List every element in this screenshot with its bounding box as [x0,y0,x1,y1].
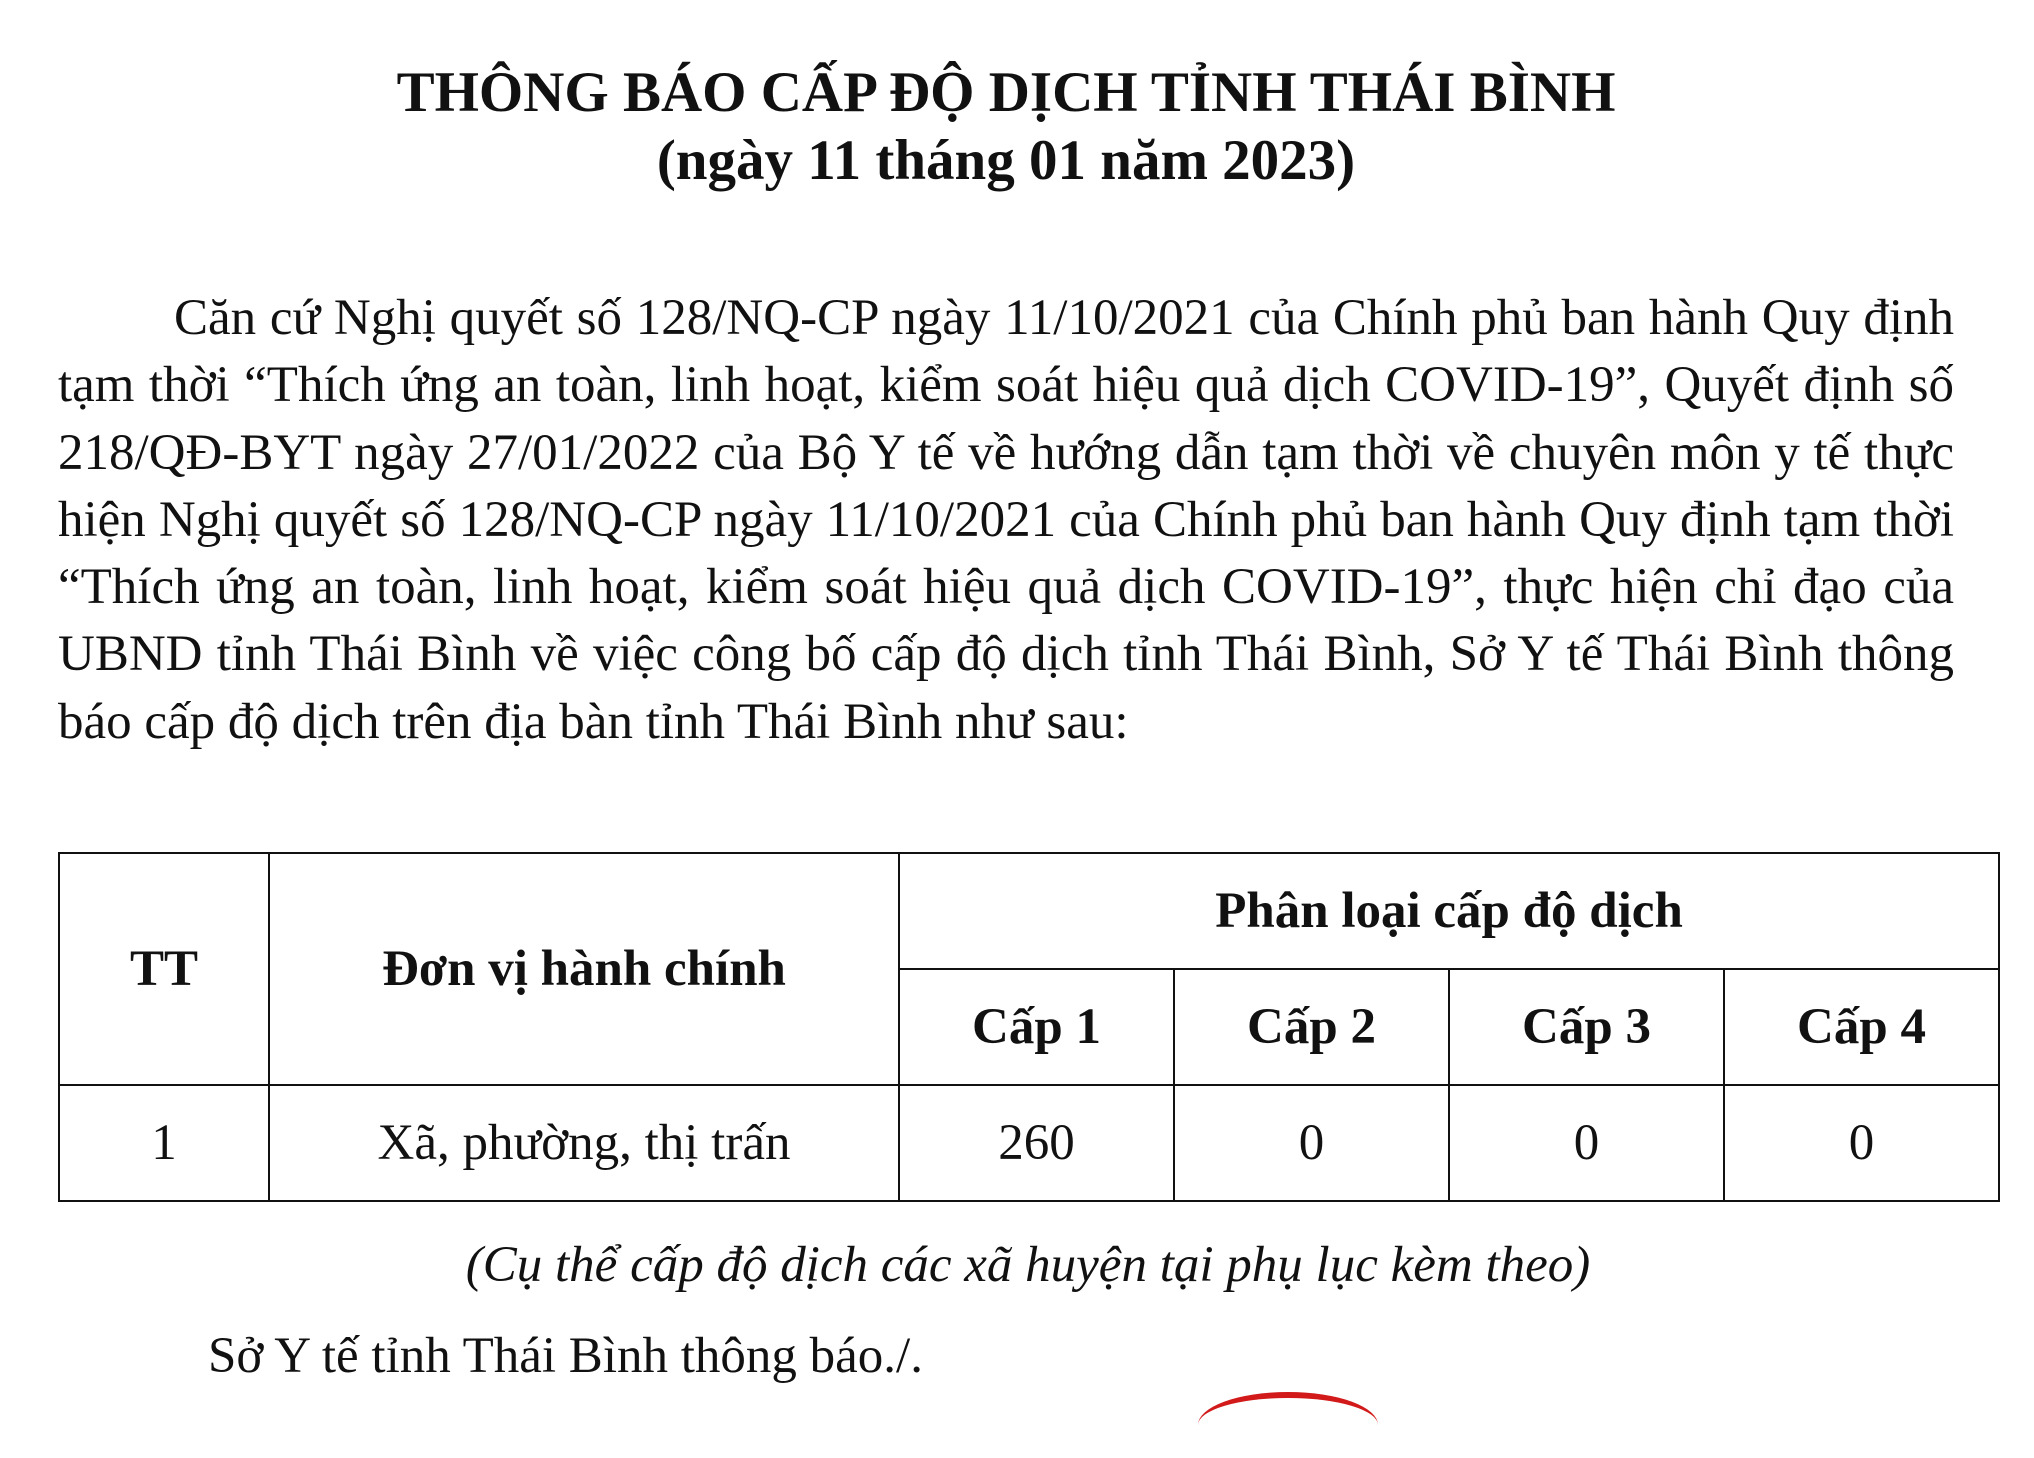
body-paragraph: Căn cứ Nghị quyết số 128/NQ-CP ngày 11/10/2021 của Chính phủ ban hành Quy định tạm thời “Thích ứng an toàn, linh hoạt, kiểm soát hiệu quả dịch COVID-19”, Quyết định số 218/QĐ-BYT ngày 27/01/2022 của Bộ Y tế về hướng dẫn tạm thời về chuyên môn y tế thực hiện Nghị quyết số 128/NQ-CP ngày 11/10/2021 của Chính phủ ban hành Quy định tạm thời “Thích ứng an toàn, linh hoạt, kiểm soát hiệu quả dịch COVID-19”, thực hiện chỉ đạo của UBND tỉnh Thái Bình về việc công bố cấp độ dịch tỉnh Thái Bình, Sở Y tế Thái Bình thông báo cấp độ dịch trên địa bàn tỉnh Thái Bình như sau: [58,290,1954,750]
header-level-3: Cấp 3 [1449,969,1724,1085]
table-header-row [59,853,1999,969]
header-tt: TT [59,853,269,1085]
header-level-1: Cấp 1 [899,969,1174,1085]
appendix-note: (Cụ thể cấp độ dịch các xã huyện tại phụ lục kèm theo) [465,1237,1591,1293]
table-row [59,1085,1999,1201]
document-title: THÔNG BÁO CẤP ĐỘ DỊCH TỈNH THÁI BÌNH [396,61,1616,124]
document-page [58,0,1954,1403]
epidemic-level-table [58,852,2000,1202]
cell-level-3: 0 [1449,1085,1724,1201]
cell-level-1: 260 [899,1085,1174,1201]
header-admin-unit: Đơn vị hành chính [269,853,899,1085]
cell-level-2: 0 [1174,1085,1449,1201]
closing-line: Sở Y tế tỉnh Thái Bình thông báo./. [208,1328,923,1384]
header-level-4: Cấp 4 [1724,969,1999,1085]
document-date: (ngày 11 tháng 01 năm 2023) [656,129,1356,192]
red-seal-stamp [1198,1392,1378,1458]
header-classification: Phân loại cấp độ dịch [899,853,1999,969]
header-level-2: Cấp 2 [1174,969,1449,1085]
cell-tt: 1 [59,1085,269,1201]
cell-admin-unit: Xã, phường, thị trấn [269,1085,899,1201]
cell-level-4: 0 [1724,1085,1999,1201]
